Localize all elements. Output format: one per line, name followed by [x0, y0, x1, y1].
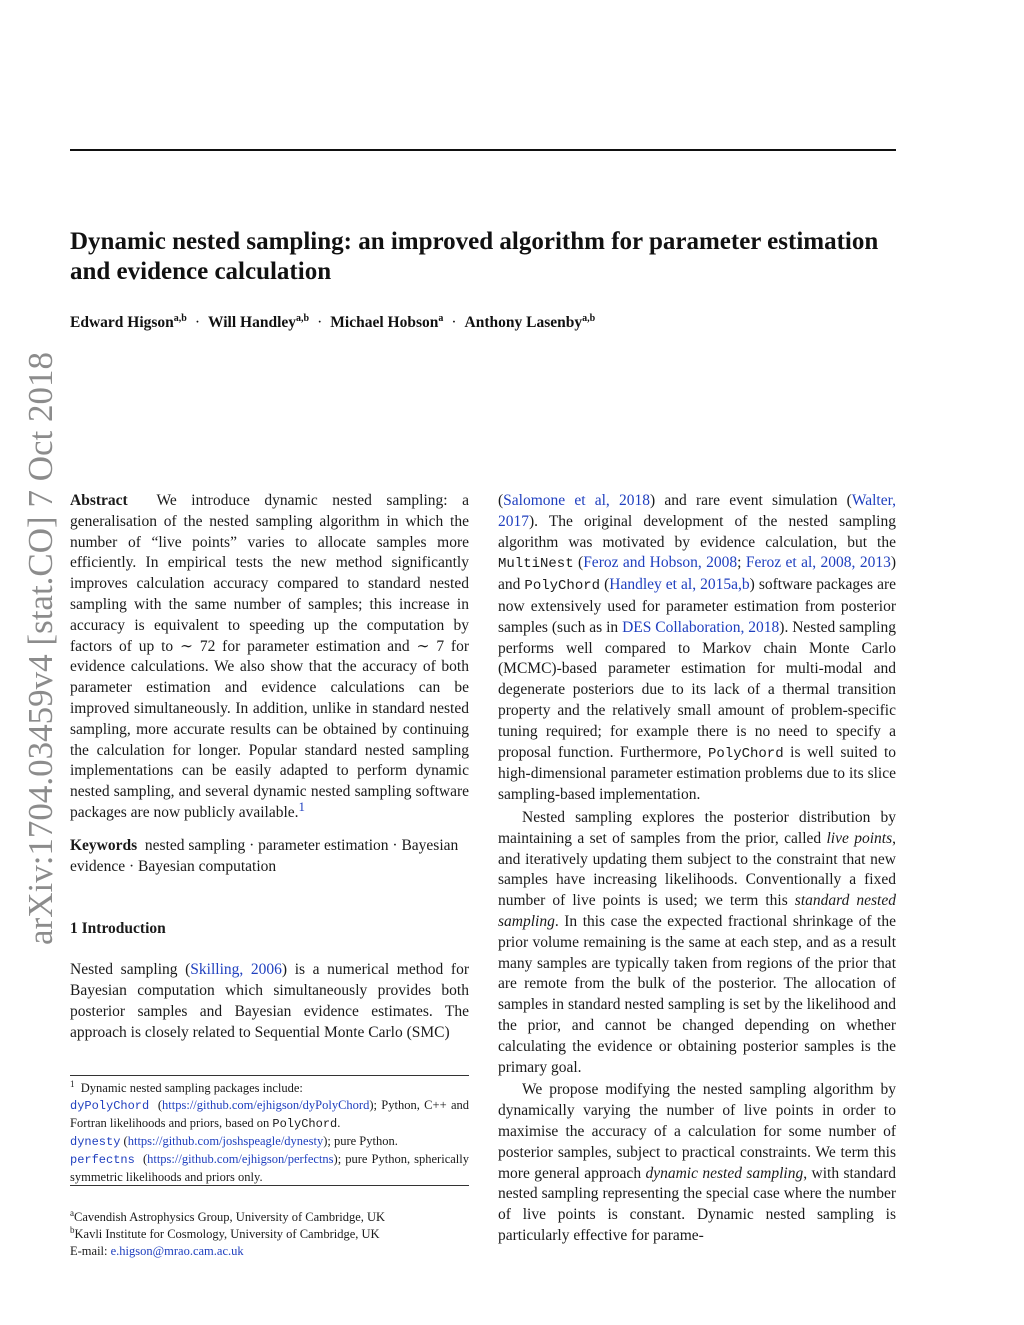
code-name: PolyChord	[524, 578, 601, 595]
author-affiliation: a,b	[582, 312, 596, 324]
arxiv-stamp: arXiv:1704.03459v4 [stat.CO] 7 Oct 2018	[21, 352, 60, 945]
package-name: dynesty	[70, 1135, 121, 1149]
footnote: $^1$ Dynamic nested sampling packages include: dyPolyChord (https://github.com/ejhigson/dyPolyChord); Python, C++ and Fortran likelihoods and priors, based on PolyChord. dynesty (https://github.com/joshspeagle/dynesty); pure Python. perfectns (https://github.com/ejhigson/perfectns); pure Python, spherically symmetric likelihoods and priors only.	[70, 1078, 469, 1184]
keywords-text: nested sampling · parameter estimation · Bayesian evidence · Bayesian computation	[70, 836, 459, 875]
affiliation-mark: b	[70, 1224, 75, 1235]
keywords-label: Keywords	[70, 836, 138, 854]
section-heading: 1 Introduction	[70, 920, 166, 938]
package-name: perfectns	[70, 1153, 135, 1167]
affiliation-mark: a	[70, 1207, 74, 1218]
emphasis: standard nested sampling	[498, 892, 896, 930]
author-affiliation: a,b	[296, 312, 310, 324]
intro-paragraph	[70, 960, 469, 1043]
author-name: Edward Higson	[70, 314, 174, 331]
text-run: , with standard nested sampling representing the special case where the number of live points is constant. Dynamic nested sampling is particularly effective for parame-	[498, 1164, 896, 1244]
footnote-intro: Dynamic nested sampling packages include:	[80, 1081, 303, 1095]
left-column	[70, 491, 469, 1043]
text-run: . In this case the expected fractional shrinkage of the prior volume remaining is the same at each step, and as a result many samples are typically taken from regions of the prior that are remote from the bulk of the posterior. The allocation of samples in standard nested sampling is set by the likelihood and the prior, and cannot be changed depending on whether calculating the evidence or obtaining posterior samples is the primary goal.	[498, 912, 896, 1076]
author-affiliation: a,b	[173, 312, 187, 324]
code-name: MultiNest	[498, 556, 574, 573]
code-name: PolyChord	[272, 1117, 338, 1131]
email-label: E-mail:	[70, 1244, 111, 1258]
abstract-label: Abstract	[70, 492, 128, 509]
text-run: software packages are now extensively used for parameter estimation from posterior samples (such as in	[498, 576, 896, 636]
text-run: Nested sampling explores the posterior distribution by maintaining a set of samples from the prior, called	[498, 808, 896, 847]
package-desc: ; pure Python, spherically symmetric likelihoods and priors only.	[70, 1152, 469, 1184]
author-name: Michael Hobson	[330, 314, 439, 331]
footnote-mark: 1	[70, 1078, 75, 1089]
citation-link[interactable]: Feroz and Hobson, 2008	[583, 554, 738, 572]
text-run: ). The original development of the nested sampling algorithm was motivated by evidence calculation, but the	[498, 512, 896, 551]
text-run: .	[337, 1116, 341, 1130]
citation-link[interactable]: Handley et al, 2015a,b	[609, 576, 750, 594]
citation-link[interactable]: Feroz et al, 2008, 2013	[745, 554, 891, 572]
citation-link[interactable]: Salomone et al, 2018	[503, 492, 651, 509]
package-desc: ; pure Python.	[327, 1134, 398, 1148]
package-url[interactable]: https://github.com/ejhigson/perfectns	[147, 1152, 334, 1166]
header-rule	[70, 149, 896, 151]
emphasis: dynamic nested sampling	[645, 1164, 804, 1182]
package-desc: ; Python, C++ and Fortran likelihoods and priors, based on	[70, 1098, 469, 1130]
citation-link[interactable]: Walter, 2017	[498, 492, 896, 530]
paper-title: Dynamic nested sampling: an improved algorithm for parameter estimation and evidence calculation	[70, 228, 879, 285]
author-list	[70, 314, 900, 332]
body-paragraph	[498, 808, 896, 1078]
author-affiliation: a	[438, 312, 444, 324]
text-run: ) and rare event simulation (	[650, 492, 852, 509]
author-name: Will Handley	[208, 314, 297, 331]
affiliation-text: Kavli Institute for Cosmology, University of Cambridge, UK	[74, 1227, 380, 1241]
author-separator: ·	[317, 314, 323, 331]
body-paragraph	[498, 1080, 896, 1246]
affiliation-text: Cavendish Astrophysics Group, University of Cambridge, UK	[74, 1210, 386, 1224]
author-name: Anthony Lasenby	[464, 314, 583, 331]
right-column	[498, 491, 896, 1247]
emphasis: live points	[826, 829, 893, 847]
footnote-rule	[70, 1075, 469, 1076]
text-run: ) is a numerical method for Bayesian computation which simultaneously provides both posterior samples and Bayesian evidence estimates. The approach is closely related to Sequential Monte Carlo (SMC)	[70, 961, 469, 1041]
author-separator: ·	[451, 314, 457, 331]
body-paragraph: (Salomone et al, 2018) and rare event simulation (Walter, 2017). The original development of the nested sampling algorithm was motivated by evidence calculation, but the MultiNest (Feroz and Hobson, 2008; Feroz et al, 2008, 2013) and PolyChord (Handley et al, 2015a,b) software packages are now extensively used for parameter estimation from posterior samples (such as in DES Collaboration, 2018). Nested sampling performs well compared to Markov chain Monte Carlo (MCMC)-based parameter estimation for multi-modal and degenerate posteriors due to its lack of a thermal transition property and the relatively small amount of problem-specific tuning required; for example there is no need to specify a proposal function. Furthermore, PolyChord is well suited to high-dimensional parameter estimation problems due to its slice sampling-based implementation.	[498, 492, 897, 804]
text-run: Nested sampling (	[70, 961, 191, 979]
package-url[interactable]: https://github.com/joshspeagle/dynesty	[127, 1134, 324, 1148]
package-url[interactable]: https://github.com/ejhigson/dyPolyChord	[162, 1098, 370, 1112]
citation-link[interactable]: Skilling, 2006	[190, 961, 282, 979]
footnote-rule	[70, 1185, 469, 1186]
code-name: PolyChord	[707, 745, 784, 762]
keywords	[70, 836, 469, 878]
abstract	[70, 491, 469, 824]
affiliations	[70, 1209, 469, 1260]
author-separator: ·	[194, 314, 201, 331]
footnote-link[interactable]: 1	[298, 798, 305, 814]
email-link[interactable]: e.higson@mrao.cam.ac.uk	[110, 1244, 244, 1258]
package-name: dyPolyChord	[70, 1099, 150, 1113]
text-run: We propose modifying the nested sampling algorithm by dynamically varying the number of live points in order to maximise the accuracy of a calculation for some number of posterior samples, subject to practical constraints. We term this more general approach	[498, 1081, 896, 1182]
citation-link[interactable]: DES Collaboration, 2018	[622, 618, 780, 636]
text-run: , and iteratively updating them subject to the constraint that new samples have increasing likelihoods. Conventionally a fixed number of live points is used; we term this	[498, 829, 896, 910]
text-run: ). Nested sampling performs well compared to Markov chain Monte Carlo (MCMC)-based parameter estimation for multi-modal and degenerate posteriors due to its lack of a thermal transition property and the relatively small amount of problem-specific tuning required; for example there is no need to specify a proposal function. Furthermore,	[498, 618, 896, 761]
abstract-text: We introduce dynamic nested sampling: a generalisation of the nested sampling algorithm in which the number of “live points” varies to allocate samples more efficiently. In empirical tests the new method significantly improves calculation accuracy compared to standard nested sampling with the same number of samples; this increase in accuracy is equivalent to speeding up the computation by factors of up to ∼ 72 for parameter estimation and ∼ 7 for evidence calculations. We also show that the accuracy of both parameter estimation and evidence calculations can be improved simultaneously. In addition, unlike in standard nested sampling, more accurate results can be obtained by continuing the calculation for longer. Popular standard nested sampling implementations can be easily adapted to perform dynamic nested sampling, and several dynamic nested sampling software packages are now publicly available.	[70, 492, 469, 821]
text-run: and	[498, 576, 525, 594]
text-run: is well suited to high-dimensional parameter estimation problems due to its slice sampling-based implementation.	[498, 743, 897, 804]
